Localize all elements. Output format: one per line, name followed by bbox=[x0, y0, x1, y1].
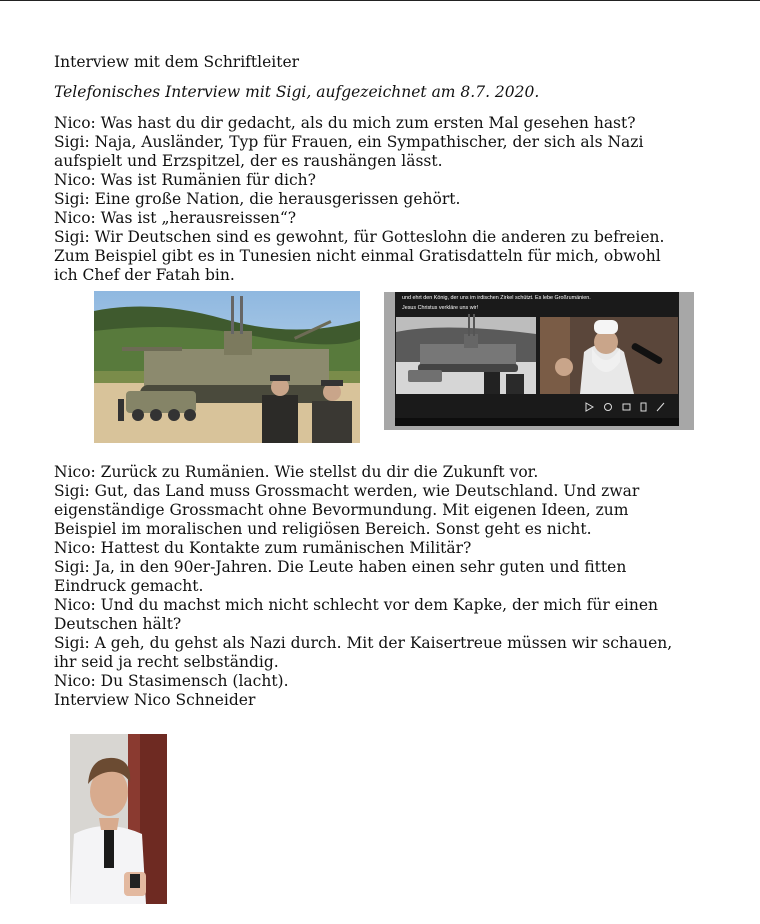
interview-line: Sigi: Gut, das Land muss Grossmacht werden, wie Deutschland. Und zwar bbox=[54, 482, 640, 500]
interview-block-2 bbox=[54, 463, 734, 710]
composite-screenshot-image bbox=[384, 292, 694, 430]
interview-line: Deutschen hält? bbox=[54, 615, 182, 633]
document-subtitle: Telefonisches Interview mit Sigi, aufgezeichnet am 8.7. 2020. bbox=[54, 83, 540, 101]
interview-line: Nico: Und du machst mich nicht schlecht vor dem Kapke, der mich für einen bbox=[54, 596, 659, 614]
top-border-line bbox=[0, 0, 760, 1]
interview-line: Sigi: A geh, du gehst als Nazi durch. Mit der Kaisertreue müssen wir schauen, bbox=[54, 634, 673, 652]
interview-line: Nico: Was ist „herausreissen“? bbox=[54, 209, 297, 227]
interview-line: Sigi: Wir Deutschen sind es gewohnt, für Gotteslohn die anderen zu befreien. bbox=[54, 228, 665, 246]
interview-line: Sigi: Eine große Nation, die herausgerissen gehört. bbox=[54, 190, 461, 208]
interview-line: ich Chef der Fatah bin. bbox=[54, 266, 235, 284]
interview-line: Sigi: Naja, Ausländer, Typ für Frauen, ein Sympathischer, der sich als Nazi bbox=[54, 133, 644, 151]
image-row bbox=[54, 291, 734, 463]
interview-line: eigenständige Grossmacht ohne Bevormundung. Mit eigenen Ideen, zum bbox=[54, 501, 629, 519]
interview-signature: Interview Nico Schneider bbox=[54, 691, 256, 709]
screenshot-caption-line2: Jesus Christus verkläre uns wir! bbox=[402, 305, 479, 311]
document-body bbox=[54, 53, 734, 710]
interview-line: ihr seid ja recht selbständig. bbox=[54, 653, 279, 671]
screenshot-caption-line1: und ehrt den König, der uns im irdischen Zirkel schützt. Es lebe Großrumänien. bbox=[402, 295, 591, 301]
interview-line: Eindruck gemacht. bbox=[54, 577, 204, 595]
interview-line: Nico: Hattest du Kontakte zum rumänischen Militär? bbox=[54, 539, 472, 557]
interview-line: Zum Beispiel gibt es in Tunesien nicht einmal Gratisdatteln für mich, obwohl bbox=[54, 247, 661, 265]
document-title: Interview mit dem Schriftleiter bbox=[54, 53, 300, 71]
interview-line: Beispiel im moralischen und religiösen Bereich. Sonst geht es nicht. bbox=[54, 520, 592, 538]
interview-line: aufspielt und Erzspitzel, der es raushängen lässt. bbox=[54, 152, 443, 170]
interview-line: Nico: Du Stasimensch (lacht). bbox=[54, 672, 289, 690]
interview-line: Nico: Was hast du dir gedacht, als du mich zum ersten Mal gesehen hast? bbox=[54, 114, 636, 132]
interview-line: Sigi: Ja, in den 90er-Jahren. Die Leute haben einen sehr guten und fitten bbox=[54, 558, 627, 576]
interview-block-1 bbox=[54, 114, 734, 285]
portrait-photo bbox=[70, 734, 167, 904]
tank-illustration-image bbox=[94, 291, 360, 443]
interview-line: Nico: Was ist Rumänien für dich? bbox=[54, 171, 316, 189]
interview-line: Nico: Zurück zu Rumänien. Wie stellst du dir die Zukunft vor. bbox=[54, 463, 539, 481]
